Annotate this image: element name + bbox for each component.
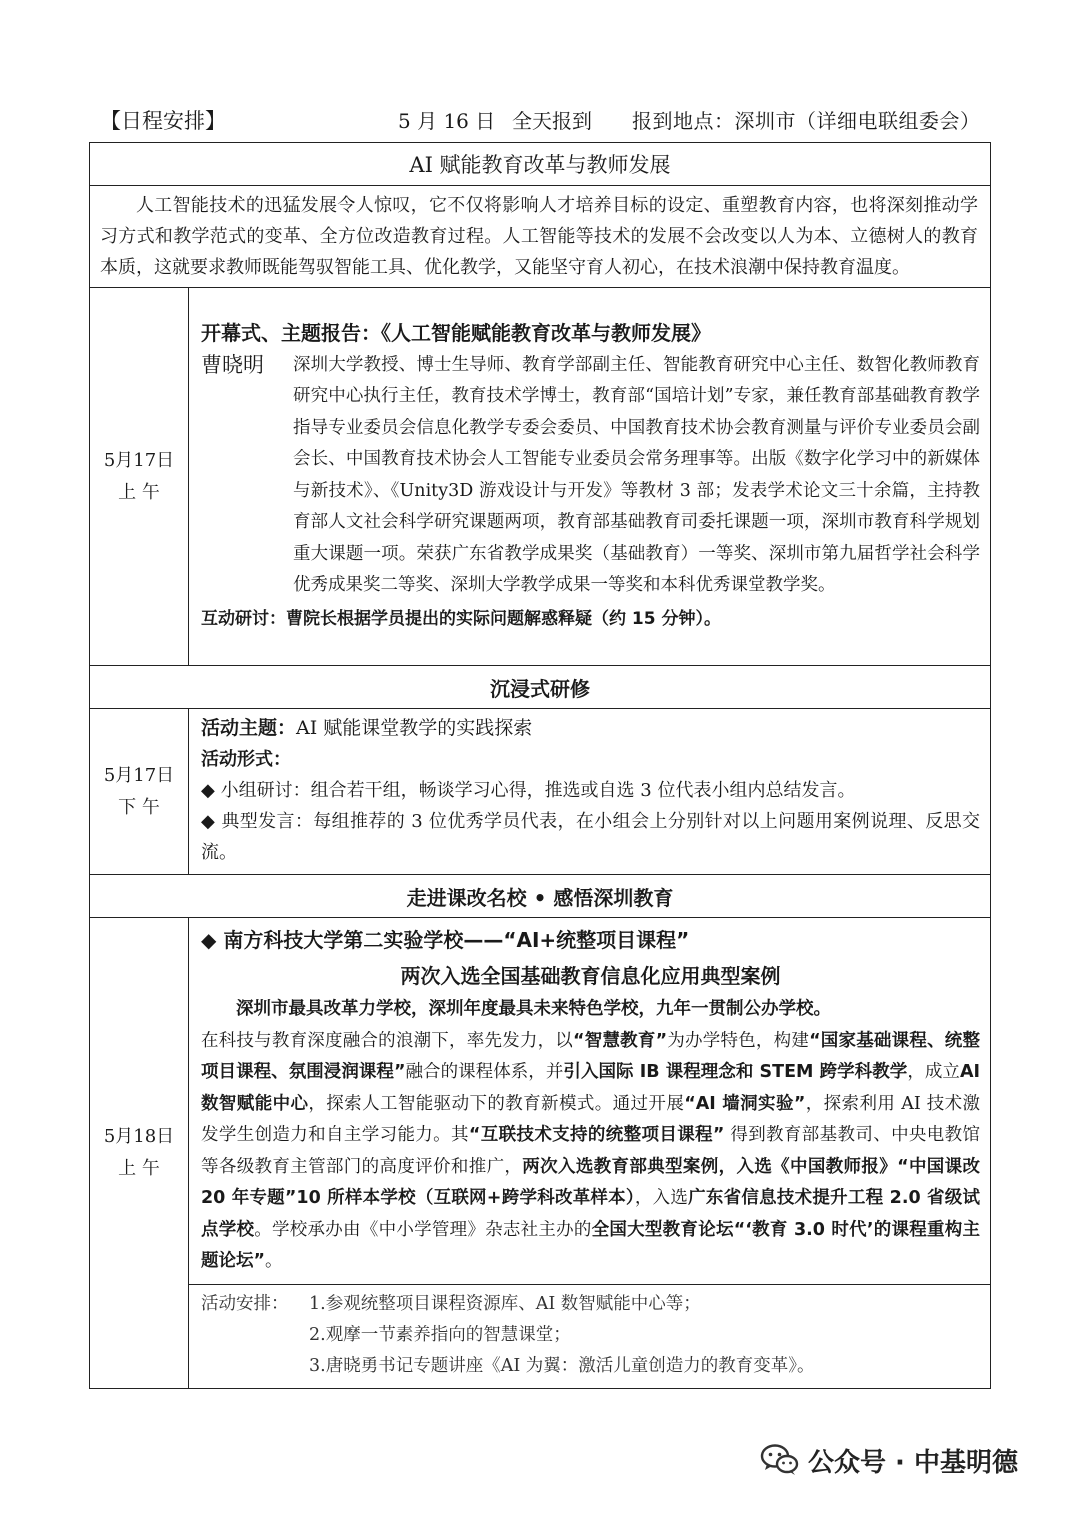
schedule-header bbox=[100, 104, 990, 138]
date-cell bbox=[90, 709, 189, 875]
speaker-name: 曹晓明 bbox=[201, 352, 264, 377]
content-cell bbox=[189, 288, 991, 666]
school-lead: 深圳市最具改革力学校，深圳年度最具未来特色学校，九年一贯制公办学校。 bbox=[236, 999, 831, 1019]
date-day: 5月17日 bbox=[103, 449, 175, 471]
schedule-title: 【日程安排】 bbox=[100, 109, 226, 133]
school-subtitle: 两次入选全国基础教育信息化应用典型案例 bbox=[400, 964, 781, 988]
schedule-row-0517-am bbox=[90, 288, 991, 666]
desc-highlight: “AI 墙洞实验” bbox=[684, 1093, 806, 1114]
arrangement-item: 2.观摩一节素养指向的智慧课堂； bbox=[309, 1324, 571, 1345]
date-period: 下 午 bbox=[118, 796, 160, 818]
desc-highlight: 两次入选教育部典型案例，入选《中国教师报》“中国课改 20 年专题”10 所样本学校（互联网+跨学科改革样本） bbox=[201, 1156, 981, 1208]
desc-highlight: 广东省信息技术提升工程 2.0 省级试点学校 bbox=[201, 1188, 980, 1240]
activity-theme-value: AI 赋能课堂教学的实践探索 bbox=[296, 717, 533, 739]
interaction-note: 互动研讨：曹院长根据学员提出的实际问题解惑释疑（约 15 分钟）。 bbox=[201, 608, 721, 629]
desc-text: ，入选 bbox=[634, 1188, 689, 1208]
checkin-date: 5 月 16 日 bbox=[398, 109, 496, 133]
checkin-note: 全天报到 bbox=[512, 109, 592, 133]
content-cell bbox=[189, 709, 991, 875]
desc-text: ，探索人工智能驱动下的教育新模式。通过开展 bbox=[308, 1093, 685, 1114]
desc-text: 。 bbox=[265, 1251, 283, 1271]
date-day: 5月18日 bbox=[103, 1125, 175, 1147]
date-cell bbox=[90, 918, 189, 1389]
schedule-table bbox=[89, 142, 991, 1389]
desc-text: 为办学特色，构建 bbox=[667, 1030, 810, 1051]
section-title-ai-empowerment: AI 赋能教育改革与教师发展 bbox=[90, 143, 991, 186]
wechat-icon bbox=[760, 1443, 800, 1477]
activity-bullet-typical-speech: ◆ 典型发言：每组推荐的 3 位优秀学员代表，在小组会上分别针对以上问题用案例说理、反思交流。 bbox=[201, 811, 980, 863]
arrangement-label: 活动安排： bbox=[201, 1293, 289, 1314]
arrangement-item: 1.参观统整项目课程资源库、AI 数智赋能中心等； bbox=[309, 1293, 701, 1314]
school-description bbox=[201, 994, 980, 1278]
activity-bullet-group-discussion: ◆ 小组研讨：组合若干组，畅谈学习心得，推选或自选 3 位代表小组内总结发言。 bbox=[201, 780, 856, 801]
desc-text: 融合的课程体系，并 bbox=[405, 1062, 564, 1082]
activity-form-label: 活动形式： bbox=[201, 749, 291, 770]
arrangement-item: 3.唐晓勇书记专题讲座《AI 为翼：激活儿童创造力的教育变革》。 bbox=[309, 1355, 815, 1376]
desc-text: 。学校承办由《中小学管理》杂志社主办的 bbox=[254, 1219, 592, 1240]
desc-highlight: “智慧教育” bbox=[573, 1030, 668, 1051]
desc-text: ，探索利用 AI 技术激发学生创造力和自主学习能力。其 bbox=[201, 1093, 981, 1145]
desc-text: ，成立 bbox=[907, 1062, 960, 1082]
activity-theme bbox=[201, 713, 980, 744]
intro-cell bbox=[90, 186, 991, 288]
checkin-location: 报到地点：深圳市（详细电联组委会） bbox=[632, 109, 981, 133]
report-title: 开幕式、主题报告：《人工智能赋能教育改革与教师发展》 bbox=[201, 320, 711, 345]
desc-text: 得到教育部基教司、中央电教馆等各级教育主管部门的高度评价和推广， bbox=[201, 1125, 981, 1177]
school-intro-cell bbox=[189, 918, 991, 1285]
desc-text: 在科技与教育深度融合的浪潮下，率先发力，以 bbox=[201, 1030, 574, 1051]
schedule-row-0517-pm bbox=[90, 709, 991, 875]
date-period: 上 午 bbox=[118, 481, 160, 503]
section-title-school-visit: 走进课改名校 • 感悟深圳教育 bbox=[90, 875, 991, 918]
section-title-immersive: 沉浸式研修 bbox=[90, 666, 991, 709]
section-row bbox=[90, 666, 991, 709]
date-cell bbox=[90, 288, 189, 666]
desc-highlight: 引入国际 IB 课程理念和 STEM 跨学科教学 bbox=[563, 1062, 908, 1082]
footer-text: 公众号 · 中基明德 bbox=[808, 1447, 1018, 1478]
schedule-row-0518-am bbox=[90, 918, 991, 1285]
speaker-bio: 深圳大学教授、博士生导师、教育学部副主任、智能教育研究中心主任、数智化教师教育研究中心执行主任，教育技术学博士，教育部“国培计划”专家，兼任教育部基础教育教学指导专业委员会信息化教学专委会委员、中国教育技术协会教育测量与评价专业委员会副会长、中国教育技术协会人工智能专业委员会常务理事等。出版《数字化学习中的新媒体与新技术》、《Unity3D 游戏设计与开发》等教材 3 部；发表学术论文三十余篇，主持教育部人文社会科学研究课题两项，教育部基础教育司委托课题一项，深圳市教育科学规划重大课题一项。荣获广东省教学成果奖（基础教育）一等奖、深圳市第九届哲学社会科学优秀成果奖二等奖、深圳大学教学成果一等奖和本科优秀课堂教学奖。 bbox=[293, 354, 980, 595]
section-row bbox=[90, 143, 991, 186]
desc-highlight: “国家基础课程、统整项目课程、氛围浸润课程” bbox=[201, 1030, 981, 1082]
activity-theme-label: 活动主题： bbox=[201, 717, 297, 739]
intro-paragraph: 人工智能技术的迅猛发展令人惊叹，它不仅将影响人才培养目标的设定、重塑教育内容，也将深刻推动学习方式和教学范式的变革、全方位改造教育过程。人工智能等技术的发展不会改变以人为本、立德树人的教育本质，这就要求教师既能驾驭智能工具、优化教学，又能坚守育人初心，在技术浪潮中保持教育温度。 bbox=[100, 195, 978, 278]
date-day: 5月17日 bbox=[103, 764, 175, 786]
arrangement-row bbox=[90, 1284, 991, 1388]
desc-highlight: “互联技术支持的统整项目课程” bbox=[468, 1125, 725, 1145]
desc-highlight: 全国大型教育论坛“‘教育 3.0 时代’的课程重构主题论坛” bbox=[201, 1219, 981, 1271]
arrangement-first-line bbox=[201, 1289, 980, 1320]
school-title: ◆ 南方科技大学第二实验学校——“AI+统整项目课程” bbox=[201, 928, 690, 952]
section-row bbox=[90, 875, 991, 918]
intro-row bbox=[90, 186, 991, 288]
arrangement-cell bbox=[189, 1284, 991, 1388]
desc-highlight: AI 数智赋能中心 bbox=[201, 1062, 981, 1114]
speaker-block bbox=[201, 350, 980, 602]
footer-watermark bbox=[760, 1440, 1018, 1480]
date-period: 上 午 bbox=[118, 1157, 160, 1179]
